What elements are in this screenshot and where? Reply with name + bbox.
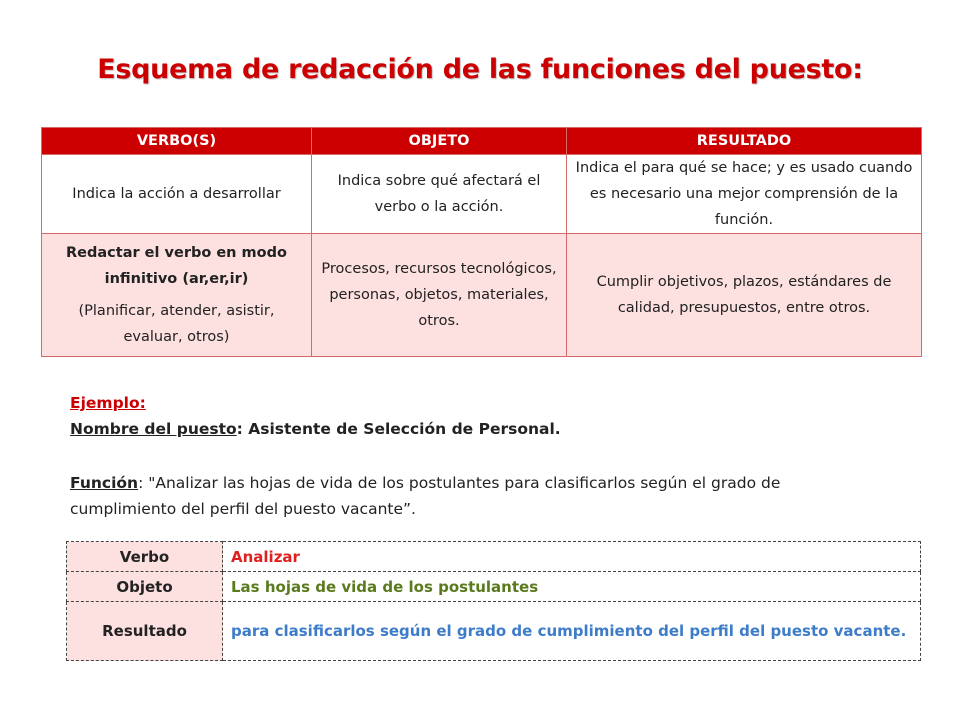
example-row-objeto — [67, 572, 921, 602]
example-row-verbo — [67, 542, 921, 572]
example-key-objeto: Objeto — [67, 572, 223, 602]
example-label: Ejemplo: — [70, 394, 146, 412]
page-title: Esquema de redacción de las funciones del puesto: — [97, 54, 863, 85]
cell-verbo-description: Indica la acción a desarrollar — [42, 155, 312, 234]
cell-objeto-guidance: Procesos, recursos tecnológicos, personas, objetos, materiales, otros. — [312, 234, 567, 357]
job-name-label: Nombre del puesto — [70, 420, 237, 438]
verbo-guidance-examples: (Planificar, atender, asistir, evaluar, otros) — [78, 303, 275, 345]
example-value-objeto: Las hojas de vida de los postulantes — [223, 572, 921, 602]
cell-verbo-guidance — [42, 234, 312, 357]
cell-resultado-description: Indica el para qué se hace; y es usado cuando es necesario una mejor comprensión de la función. — [567, 155, 922, 234]
cell-objeto-description: Indica sobre qué afectará el verbo o la acción. — [312, 155, 567, 234]
scheme-header-row — [42, 128, 922, 155]
scheme-row-guidance — [42, 234, 922, 357]
example-function — [70, 470, 890, 522]
header-objeto: OBJETO — [312, 128, 567, 155]
function-label: Función — [70, 474, 139, 492]
header-resultado: RESULTADO — [567, 128, 922, 155]
example-key-verbo: Verbo — [67, 542, 223, 572]
example-job-name — [70, 420, 561, 438]
scheme-table — [41, 127, 922, 357]
cell-resultado-guidance: Cumplir objetivos, plazos, estándares de calidad, presupuestos, entre otros. — [567, 234, 922, 357]
example-value-resultado: para clasificarlos según el grado de cumplimiento del perfil del puesto vacante. — [223, 602, 921, 661]
example-row-resultado — [67, 602, 921, 661]
header-verbo: VERBO(S) — [42, 128, 312, 155]
example-key-resultado: Resultado — [67, 602, 223, 661]
verbo-guidance-bold: Redactar el verbo en modo infinitivo (ar,er,ir) — [66, 245, 287, 287]
example-value-verbo: Analizar — [223, 542, 921, 572]
job-name-value: : Asistente de Selección de Personal. — [236, 420, 561, 438]
scheme-row-description — [42, 155, 922, 234]
example-table — [66, 541, 921, 661]
function-text: : "Analizar las hojas de vida de los postulantes para clasificarlos según el grado de cumplimiento del perfil del puesto vacante”. — [70, 474, 781, 518]
